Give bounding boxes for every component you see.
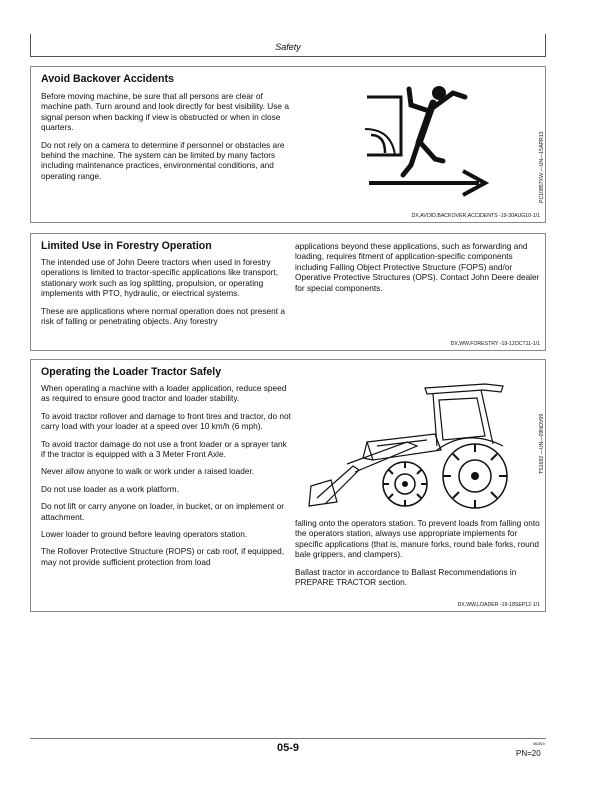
paragraph: These are applications where normal operation does not present a risk of falling or penetrating objects. Any forestry (41, 305, 285, 327)
paragraph: Never allow anyone to walk or work under a raised loader. (41, 466, 255, 477)
figure-code: PC10857XW —UN—15APR13 (539, 131, 545, 203)
section-body-left (41, 383, 293, 574)
paragraph: Do not use loader as a work platform. (41, 483, 179, 494)
section-body-right (295, 518, 541, 594)
footer-rule (30, 738, 546, 739)
paragraph: Before moving machine, be sure that all persons are clear of machine path. Turn around and look directly for best visibility. Use a signal person when backing if view is obstructed or when in close quarters. (41, 91, 289, 133)
paragraph: When operating a machine with a loader application, reduce speed as required to ensure good tractor and loader stability. (41, 383, 287, 404)
paragraph: The Rollover Protective Structure (ROPS) or cab roof, if equipped, may not provide sufficient protection from load (41, 546, 285, 567)
section-body (41, 91, 291, 188)
page-number: 05-9 (276, 742, 300, 754)
section-title: Avoid Backover Accidents (41, 73, 174, 85)
footer-small-code: 062815 (533, 742, 545, 746)
figure-code: TS1692 —UN—09NOV09 (539, 413, 545, 474)
paragraph: To avoid tractor damage do not use a front loader or a sprayer tank if the tractor is equipped with a 3 Meter Front Axle. (41, 438, 287, 460)
section-footer-code: DX,WW,LOADER -19-18SEP12-1/1 (457, 602, 540, 608)
page-header-title: Safety (275, 42, 301, 52)
paragraph: falling onto the operators station. To prevent loads from falling onto the operators station, always use appropriate implements for specific applications (that is, manure forks, round bale forks, round bale grippers, and clampers). (295, 518, 540, 560)
paragraph: Do not lift or carry anyone on loader, in bucket, or on implement or attachment. (41, 501, 285, 522)
paragraph: Ballast tractor in accordance to Ballast Recommendations in PREPARE TRACTOR section. (295, 566, 517, 588)
paragraph: To avoid tractor rollover and damage to front tires and tractor, do not carry load with your loader at a speed over 10 km/h (6 mph). (41, 410, 291, 432)
section-body-right (295, 241, 541, 300)
section-title: Limited Use in Forestry Operation (41, 240, 212, 252)
paragraph: Lower loader to ground before leaving operators station. (41, 529, 248, 540)
header-rule (30, 56, 546, 57)
section-footer-code: DX,AVOID,BACKOVER,ACCIDENTS -19-30AUG10-1/1 (411, 213, 540, 219)
section-title: Operating the Loader Tractor Safely (41, 366, 222, 378)
section-footer-code: DX,WW,FORESTRY -19-12OCT11-1/1 (450, 341, 540, 347)
footer-pn: PN=20 (516, 749, 541, 758)
section-loader-tractor (30, 359, 546, 612)
backover-warning-illustration (361, 75, 511, 203)
paragraph: applications beyond these applications, such as forwarding and loading, requires fitment of application-specific components including Falling Object Protective Structure (FOPS) and/or Operative Protective Structures (OPS). Contact John Deere dealer for special components. (295, 241, 540, 293)
paragraph: The intended use of John Deere tractors when used in forestry operations is limited to tractor-specific applications like transport, stationary work such as log splitting, propulsion, or operating implements with PTO, hydraulic, or electrical systems. (41, 257, 279, 299)
section-avoid-backover (30, 66, 546, 223)
section-forestry-operation (30, 233, 546, 351)
section-body-left (41, 257, 291, 333)
loader-tractor-illustration (307, 380, 523, 512)
paragraph: Do not rely on a camera to determine if personnel or obstacles are behind the machine. The system can be limited by many factors including maintenance practices, environmental conditions, and operating range. (41, 139, 285, 181)
